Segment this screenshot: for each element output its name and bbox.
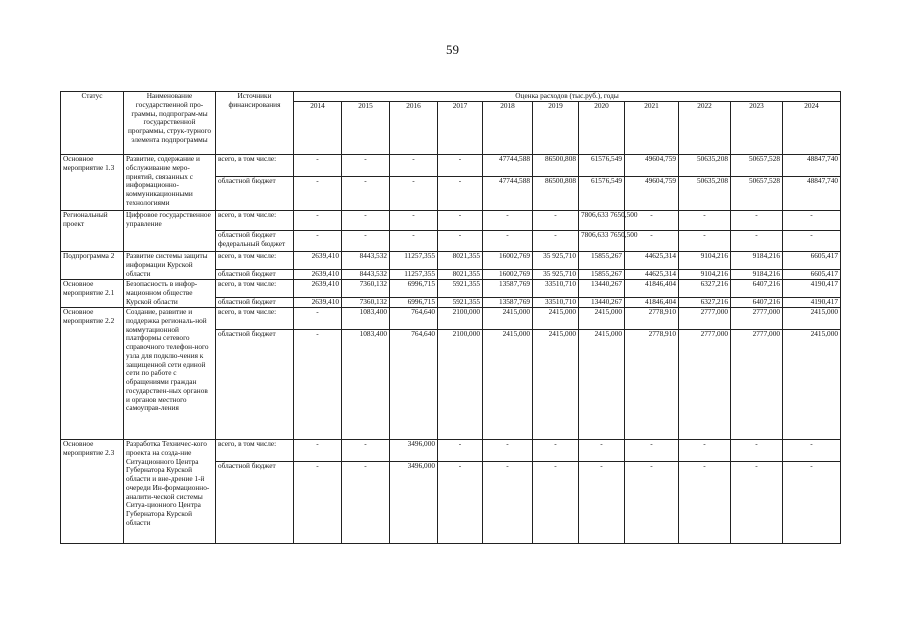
header-year-2020: 2020 [579,102,625,155]
cell-2016: 11257,355 [390,252,438,270]
cell-2015: 7360,132 [342,280,390,298]
cell-2015: 7360,132 [342,298,390,308]
header-year-2022: 2022 [679,102,731,155]
cell-2017: 2100,000 [438,308,483,330]
cell-2019: 33510,710 [533,298,579,308]
row-funding-source: областной бюджет [216,462,294,544]
table-row [61,440,841,462]
cell-2023: - [731,211,783,231]
header-sources: Источники финансирования [216,92,294,155]
cell-2022: 6327,216 [679,298,731,308]
cell-2016: - [390,231,438,252]
cell-2014: - [294,462,342,544]
cell-2015: - [342,211,390,231]
row-funding-source: областной бюджет [216,330,294,440]
cell-2022: 2777,000 [679,330,731,440]
cell-2023: 2777,000 [731,330,783,440]
cell-2019: 86500,808 [533,155,579,177]
cell-2024: 4190,417 [783,298,841,308]
cell-2023: 9184,216 [731,252,783,270]
cell-2021: 49604,759 [625,155,679,177]
cell-2017: 5921,355 [438,298,483,308]
cell-2016: 764,640 [390,330,438,440]
cell-2022: - [679,231,731,252]
cell-2017: 5921,355 [438,280,483,298]
header-status: Статус [61,92,124,155]
cell-2019: - [533,211,579,231]
cell-2016: 3496,000 [390,440,438,462]
row-funding-source: областной бюджет [216,270,294,280]
cell-2024: 2415,000 [783,308,841,330]
cell-2023: 6407,216 [731,298,783,308]
cell-2017: - [438,177,483,211]
row-funding-source: областной бюджет [216,298,294,308]
cell-2017: - [438,155,483,177]
header-year-2018: 2018 [483,102,533,155]
cell-2014: 2639,410 [294,252,342,270]
cell-2017: - [438,462,483,544]
cell-2020: - [579,440,625,462]
cell-2014: - [294,308,342,330]
cell-2014: - [294,330,342,440]
row-status: Основное мероприятие 2.2 [61,308,124,440]
budget-table [60,91,841,544]
page-number: 59 [446,42,459,57]
cell-2020: 61576,549 [579,155,625,177]
row-name: Разработка Техничес-кого проекта на созда-ние Ситуационного Центра Губернатора Курской области и вне-дрение 1-й очереди Ин-формационно-аналити-ческой системы Ситуа-ционного Центра Губернатора Курской области [124,440,216,544]
cell-2023: 9184,216 [731,270,783,280]
cell-2014: - [294,155,342,177]
cell-2019: - [533,440,579,462]
cell-2020: 7806,633 7650,500 [579,211,625,231]
row-funding-source: всего, в том числе: [216,440,294,462]
cell-2019: - [533,231,579,252]
cell-2020: 7806,633 7650,500 [579,231,625,252]
cell-2017: - [438,440,483,462]
cell-2014: - [294,211,342,231]
cell-2016: 6996,715 [390,298,438,308]
cell-2018: 13587,769 [483,298,533,308]
cell-2022: 6327,216 [679,280,731,298]
cell-2014: 2639,410 [294,270,342,280]
header-year-2015: 2015 [342,102,390,155]
cell-2023: - [731,462,783,544]
cell-2024: - [783,462,841,544]
row-funding-source: всего, в том числе: [216,211,294,231]
cell-2017: 2100,000 [438,330,483,440]
cell-2020: 13440,267 [579,280,625,298]
cell-2015: 8443,532 [342,252,390,270]
cell-2019: 2415,000 [533,308,579,330]
cell-2022: 50635,208 [679,155,731,177]
cell-2016: 6996,715 [390,280,438,298]
header-name: Наименование государственной про-граммы, подпрограм-мы государственной программы, струк-турного элемента подпрограммы [124,92,216,155]
cell-2014: - [294,231,342,252]
cell-2021: 2778,910 [625,330,679,440]
table-row [61,211,841,231]
cell-2020: 2415,000 [579,330,625,440]
table-row [61,280,841,298]
cell-2015: 8443,532 [342,270,390,280]
cell-2015: 1083,400 [342,308,390,330]
cell-2016: 11257,355 [390,270,438,280]
cell-2020: - [579,462,625,544]
cell-2023: 6407,216 [731,280,783,298]
cell-2023: 50657,528 [731,155,783,177]
row-funding-source: всего, в том числе: [216,280,294,298]
cell-2021: - [625,231,679,252]
cell-2017: - [438,211,483,231]
cell-2024: - [783,231,841,252]
cell-2024: - [783,211,841,231]
cell-2018: 47744,588 [483,177,533,211]
cell-2021: - [625,211,679,231]
row-status: Основное мероприятие 1.3 [61,155,124,211]
cell-2024: - [783,440,841,462]
header-year-2014: 2014 [294,102,342,155]
cell-2019: - [533,462,579,544]
cell-2019: 35 925,710 [533,270,579,280]
cell-2017: - [438,231,483,252]
cell-2018: 16002,769 [483,252,533,270]
cell-2021: 44625,314 [625,270,679,280]
cell-2014: - [294,440,342,462]
cell-2024: 6605,417 [783,252,841,270]
cell-2021: 44625,314 [625,252,679,270]
row-funding-source: областной бюджет федеральный бюджет [216,231,294,252]
table-row [61,308,841,330]
cell-2021: 41846,404 [625,280,679,298]
cell-2023: - [731,440,783,462]
cell-2018: 2415,000 [483,330,533,440]
cell-2020: 15855,267 [579,270,625,280]
header-year-2023: 2023 [731,102,783,155]
row-status: Основное мероприятие 2.3 [61,440,124,544]
cell-2015: - [342,231,390,252]
cell-2015: - [342,462,390,544]
cell-2021: - [625,440,679,462]
cell-2017: 8021,355 [438,270,483,280]
header-year-2016: 2016 [390,102,438,155]
cell-2018: 13587,769 [483,280,533,298]
cell-2023: 2777,000 [731,308,783,330]
cell-2020: 15855,267 [579,252,625,270]
cell-2017: 8021,355 [438,252,483,270]
cell-2022: - [679,211,731,231]
row-name: Создание, развитие и поддержка региональ-ной коммутационной платформы сетевого справочного телефон-ного узла для подклю-чения к защищенной сети единой сети по работе с обращениями граждан государствен-ных органов и органов местного самоуправ-ления [124,308,216,440]
cell-2022: - [679,440,731,462]
cell-2021: 2778,910 [625,308,679,330]
cell-2023: 50657,528 [731,177,783,211]
cell-2016: 764,640 [390,308,438,330]
header-estimate: Оценка расходов (тыс.руб.), годы [294,92,841,102]
cell-2022: 50635,208 [679,177,731,211]
cell-2024: 48847,740 [783,177,841,211]
cell-2023: - [731,231,783,252]
cell-2024: 4190,417 [783,280,841,298]
row-funding-source: всего, в том числе: [216,252,294,270]
row-name: Безопасность в инфор-мационном обществе Курской области [124,280,216,308]
cell-2024: 2415,000 [783,330,841,440]
cell-2020: 61576,549 [579,177,625,211]
table-row [61,252,841,270]
cell-2021: - [625,462,679,544]
cell-2018: 2415,000 [483,308,533,330]
header-year-2024: 2024 [783,102,841,155]
cell-2015: - [342,155,390,177]
cell-2016: 3496,000 [390,462,438,544]
cell-2018: - [483,211,533,231]
cell-2020: 13440,267 [579,298,625,308]
cell-2022: - [679,462,731,544]
cell-2021: 49604,759 [625,177,679,211]
cell-2024: 48847,740 [783,155,841,177]
cell-2019: 86500,808 [533,177,579,211]
cell-2019: 35 925,710 [533,252,579,270]
header-year-2021: 2021 [625,102,679,155]
cell-2019: 33510,710 [533,280,579,298]
row-funding-source: областной бюджет [216,177,294,211]
cell-2016: - [390,177,438,211]
cell-2020: 2415,000 [579,308,625,330]
row-name: Развитие, содержание и обслуживание меро-приятий, связанных с информационно-коммуникационными технологиями [124,155,216,211]
header-year-2019: 2019 [533,102,579,155]
cell-2018: - [483,440,533,462]
cell-2022: 9104,216 [679,270,731,280]
row-status: Подпрограмма 2 [61,252,124,280]
cell-2021: 41846,404 [625,298,679,308]
cell-2022: 9104,216 [679,252,731,270]
cell-2024: 6605,417 [783,270,841,280]
cell-2014: 2639,410 [294,298,342,308]
header-year-2017: 2017 [438,102,483,155]
row-status: Основное мероприятие 2.1 [61,280,124,308]
cell-2018: - [483,231,533,252]
cell-2018: 16002,769 [483,270,533,280]
row-name: Цифровое государственное управление [124,211,216,252]
cell-2018: - [483,462,533,544]
cell-2015: 1083,400 [342,330,390,440]
table-row [61,155,841,177]
cell-2019: 2415,000 [533,330,579,440]
cell-2014: 2639,410 [294,280,342,298]
cell-2022: 2777,000 [679,308,731,330]
cell-2016: - [390,211,438,231]
cell-2015: - [342,177,390,211]
row-status: Региональный проект [61,211,124,252]
cell-2015: - [342,440,390,462]
row-funding-source: всего, в том числе: [216,155,294,177]
row-name: Развитие системы защиты информации Курской области [124,252,216,280]
cell-2014: - [294,177,342,211]
cell-2018: 47744,588 [483,155,533,177]
cell-2016: - [390,155,438,177]
row-funding-source: всего, в том числе: [216,308,294,330]
